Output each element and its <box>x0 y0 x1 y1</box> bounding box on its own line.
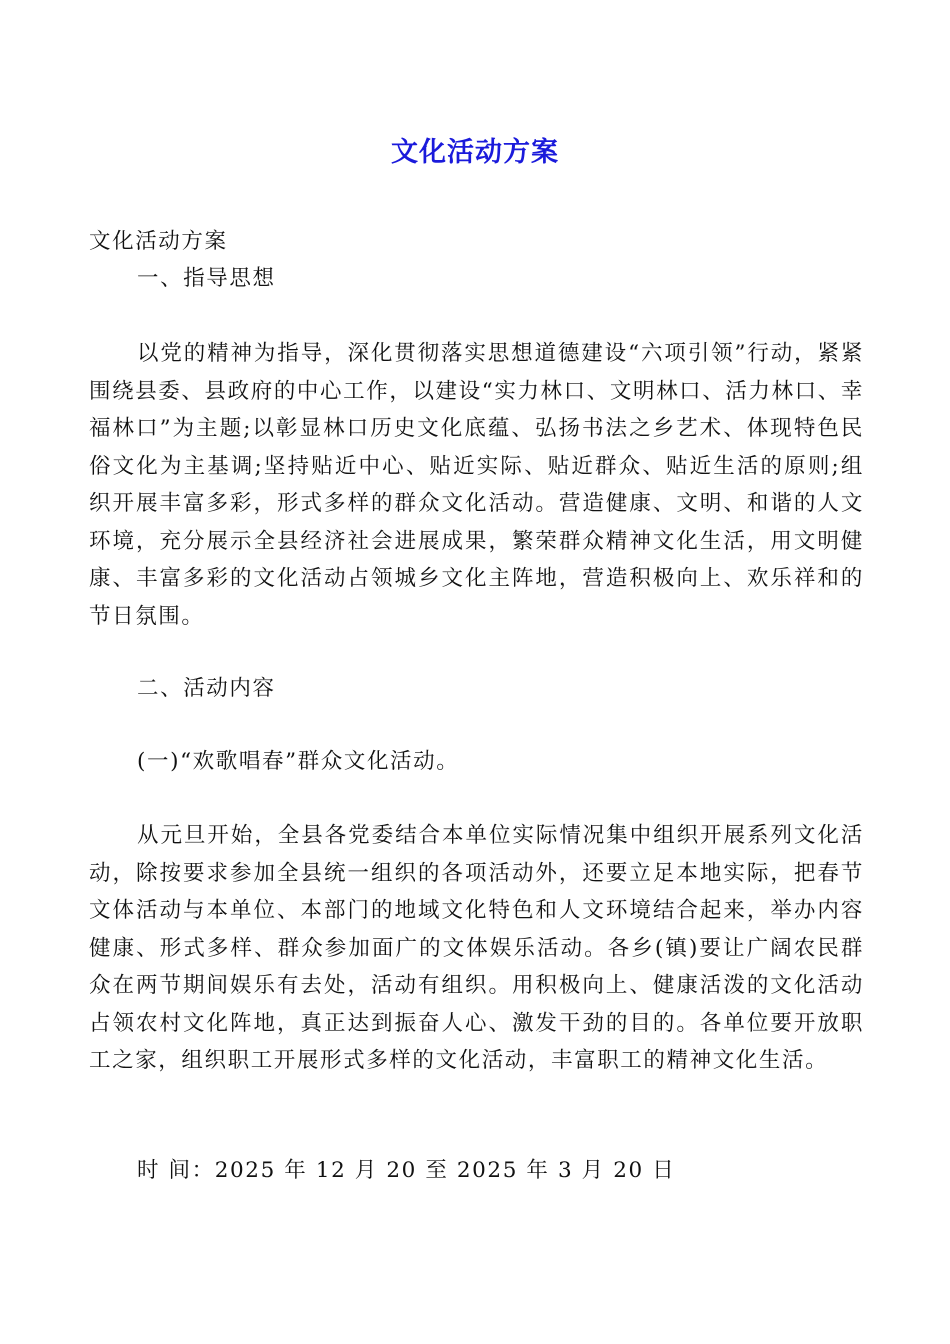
activity-time-line: 时 间：2025 年 12 月 20 至 2025 年 3 月 20 日 <box>137 1158 676 1183</box>
document-title: 文化活动方案 <box>391 137 559 168</box>
section-heading-activity-content: 二、活动内容 <box>137 676 276 701</box>
paragraph-guiding-ideology: 以党的精神为指导，深化贯彻落实思想道德建设“六项引领”行动，紧紧围绕县委、县政府的中心工作，以建设“实力林口、文明林口、活力林口、幸福林口”为主题;以彰显林口历史文化底蕴、弘扬书法之乡艺术、体现特色民俗文化为主基调;坚持贴近中心、贴近实际、贴近群众、贴近生活的原则;组织开展丰富多彩，形式多样的群众文化活动。营造健康、文明、和谐的人文环境，充分展示全县经济社会进展成果，繁荣群众精神文化生活，用文明健康、丰富多彩的文化活动占领城乡文化主阵地，营造积极向上、欢乐祥和的节日氛围。 <box>89 341 864 629</box>
subsection-heading-huange-changchun: (一)“欢歌唱春”群众文化活动。 <box>137 749 460 774</box>
section-heading-guiding-ideology: 一、指导思想 <box>137 266 276 291</box>
paragraph-huange-changchun: 从元旦开始，全县各党委结合本单位实际情况集中组织开展系列文化活动，除按要求参加全县统一组织的各项活动外，还要立足本地实际，把春节文体活动与本单位、本部门的地域文化特色和人文环境结合起来，举办内容健康、形式多样、群众参加面广的文体娱乐活动。各乡(镇)要让广阔农民群众在两节期间娱乐有去处，活动有组织。用积极向上、健康活泼的文化活动占领农村文化阵地，真正达到振奋人心、激发干劲的目的。各单位要开放职工之家，组织职工开展形式多样的文化活动，丰富职工的精神文化生活。 <box>89 823 864 1073</box>
document-subtitle: 文化活动方案 <box>89 229 228 254</box>
